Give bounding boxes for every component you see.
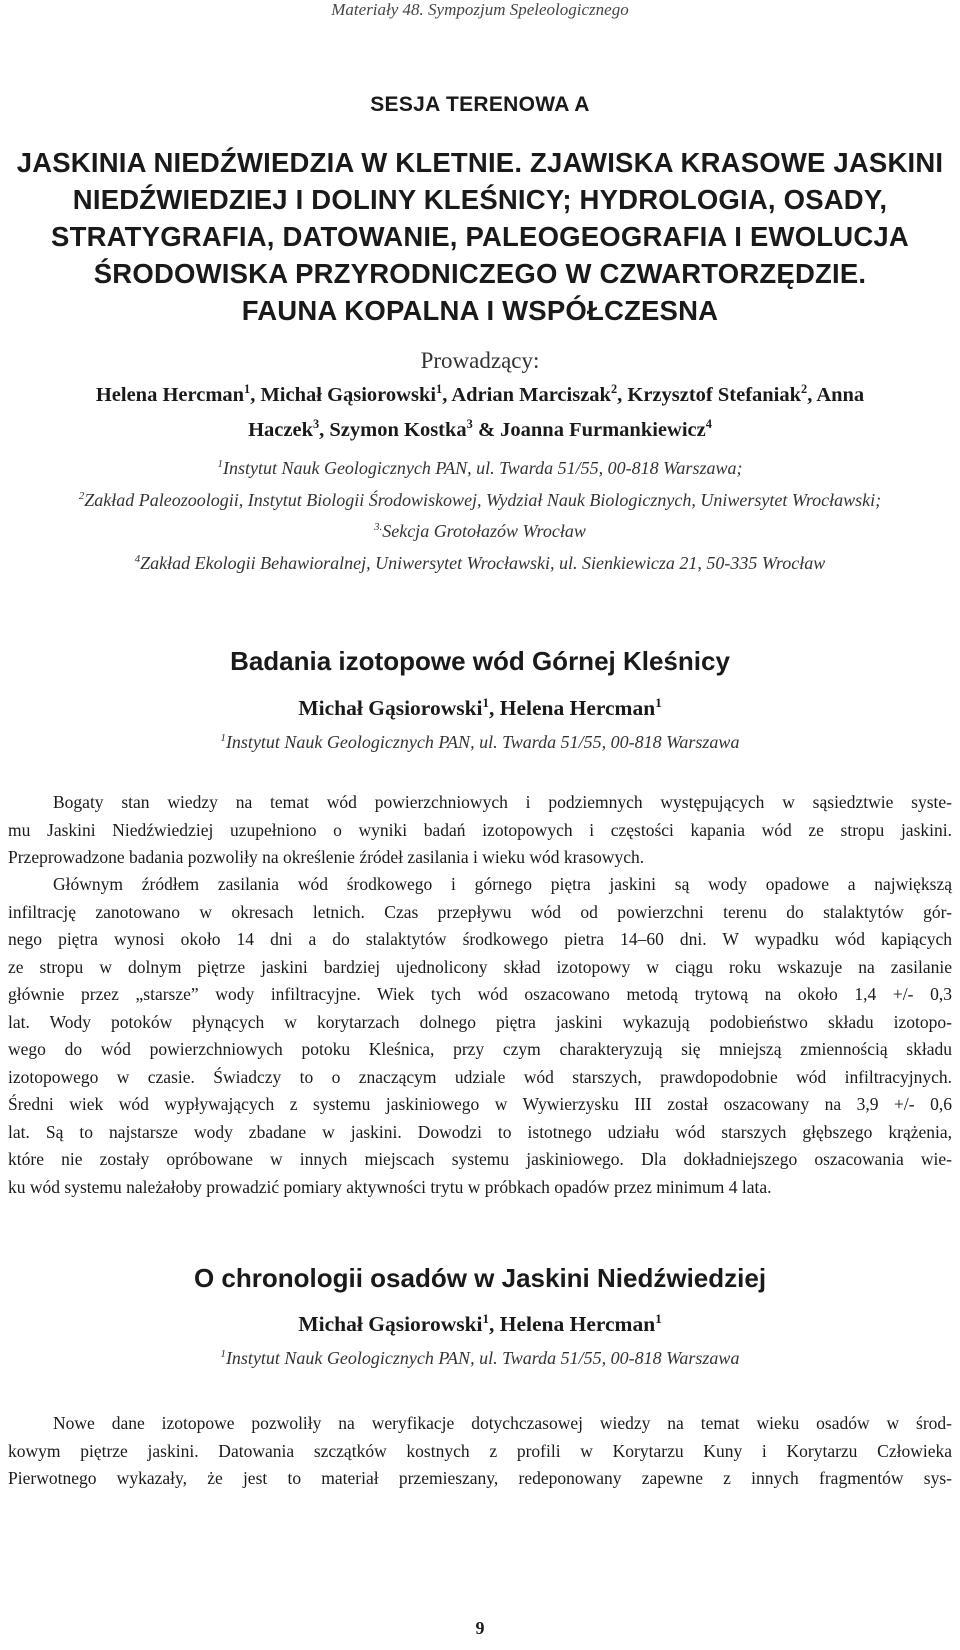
author-sup: 1 [482, 1311, 489, 1326]
author-sup: 1 [655, 1311, 662, 1326]
leader-sup: 2 [610, 382, 618, 397]
text-line: nego piętra wynosi około 14 dni a do stalaktytów środkowego pietra 14–60 dni. W wypadku wód kapiących [8, 929, 952, 949]
leader-sup: 1 [244, 382, 251, 397]
affiliation-text: Instytut Nauk Geologicznych PAN, ul. Twarda 51/55, 00-818 Warszawa [225, 732, 740, 752]
leader-name-part: Haczek [248, 419, 313, 441]
article-1-paragraph-1 [8, 789, 952, 872]
leaders-line-2: Haczek$^3$, Szymon Kostka$^3$ & Joanna Furmankiewicz$^4$ [248, 417, 712, 441]
leaders-line-1: Helena Hercman$^1$, Michał Gąsiorowski$^1$, Adrian Marciszak$^2$, Krzysztof Stefaniak$^2$, Anna [95, 382, 865, 406]
affiliation-4 [0, 552, 960, 574]
affiliation-sup: 1 [217, 458, 223, 470]
leader-sup: 4 [705, 417, 712, 432]
text-line: izotopowego w czasie. Świadczy to o znaczącym udziale wód starszych, prawdopodobnie wód infiltracyjnych. [8, 1066, 952, 1087]
leaders-label: Prowadzący: [420, 348, 540, 373]
leader-name: Szymon Kostka [329, 419, 467, 441]
leaders-list [0, 378, 960, 448]
session-heading: SESJA TERENOWA A [370, 93, 590, 116]
text-line: Nowe dane izotopowe pozwoliły na weryfikacje dotychczasowej wiedzy na temat wieku osadów w środ- [53, 1413, 952, 1433]
text-line: głównie przez „starsze” wody infiltracyjne. Wiek tych wód oszacowano metodą trytową na około 1,4 +/- 0,3 [8, 984, 952, 1004]
leader-name: Joanna Furmankiewicz [500, 419, 706, 441]
text-line: Bogaty stan wiedzy na temat wód powierzchniowych i podziemnych występujących w sąsiedztwie syste- [53, 792, 952, 812]
text-line: kowym piętrze jaskini. Datowania szczątków kostnych z profili w Korytarzu Kuny i Korytarzu Człowieka [8, 1440, 952, 1461]
leader-sup: 3 [313, 417, 320, 432]
leader-name: Helena Hercman [95, 384, 245, 406]
article-title: O chronologii osadów w Jaskini Niedźwiedziej [193, 1263, 767, 1293]
text-line: Średni wiek wód wypływających z systemu jaskiniowego w Wywierzysku III został oszacowany na 3,9 +/- 0,6 [8, 1094, 952, 1114]
main-title [0, 144, 960, 329]
article-authors: Michał Gąsiorowski$^1$, Helena Hercman$^1$ [298, 695, 662, 720]
main-title-line: NIEDŹWIEDZIEJ I DOLINY KLEŚNICY; HYDROLOGIA, OSADY, [72, 184, 888, 215]
affiliation-sup: 2 [78, 490, 85, 502]
affiliation-text: Sekcja Grotołazów Wrocław [382, 521, 586, 541]
affiliation-2 [0, 489, 960, 511]
affiliation-text: Zakład Paleozoologii, Instytut Biologii Środowiskowej, Wydział Nauk Biologicznych, Uniwersytet Wrocławski; [84, 490, 882, 510]
author-name: Helena Hercman [499, 696, 656, 720]
text-line: które nie zostały opróbowane w innych miejscach systemu jaskiniowego. Dla dokładniejszego oszacowania wie- [8, 1149, 952, 1169]
leader-name-part: Anna [816, 384, 865, 406]
leader-name: Michał Gąsiorowski [260, 384, 437, 406]
affiliation-sup: 1 [220, 1348, 226, 1360]
text-line: infiltrację zanotowano w okresach letnich. Czas przepływu wód od powierzchni terenu do stalaktytów gór- [8, 901, 952, 922]
text-line: ku wód systemu należałoby prowadzić pomiary aktywności trytu w próbkach opadów przez minimum 4 lata. [8, 1176, 772, 1197]
text-line: Głównym źródłem zasilania wód środkowego i górnego piętra jaskini są wody opadowe a największą [53, 874, 952, 894]
text-line: mu Jaskini Niedźwiedziej uzupełniono o wyniki badań izotopowych i częstości kapania wód ze stropu jaskini. [8, 819, 952, 840]
main-title-line: ŚRODOWISKA PRZYRODNICZEGO W CZWARTORZĘDZIE. [93, 258, 867, 289]
leader-name: Adrian Marciszak [451, 384, 611, 406]
text-line: wego do wód powierzchniowych potoku Kleśnica, przy czym charakteryzują się mniejszą zmiennością składu [8, 1039, 952, 1059]
author-name: Michał Gąsiorowski [298, 696, 483, 720]
affiliation-3 [0, 520, 960, 542]
author-name: Michał Gąsiorowski [298, 1312, 483, 1336]
author-sup: 1 [482, 695, 489, 710]
text-line: Przeprowadzone badania pozwoliły na określenie źródeł zasilania i wieku wód krasowych. [8, 847, 645, 867]
affiliation-sup: 4 [134, 553, 141, 565]
text-line: lat. Są to najstarsze wody zbadane w jaskini. Dowodzi to istotnego udziału wód starszych głębszego krążenia, [8, 1121, 952, 1142]
main-title-line: FAUNA KOPALNA I WSPÓŁCZESNA [241, 295, 719, 326]
article-title: Badania izotopowe wód Górnej Kleśnicy [230, 646, 730, 676]
article-1-paragraph-2 [8, 871, 952, 1201]
affiliation-sup: 1 [220, 732, 226, 744]
leader-name: Krzysztof Stefaniak [627, 384, 802, 406]
text-line: lat. Wody potoków płynących w korytarzach dolnego piętra jaskini wykazują podobieństwo składu izotopo- [8, 1011, 952, 1032]
running-header: Materiały 48. Sympozjum Speleologicznego [331, 0, 629, 19]
article-authors: Michał Gąsiorowski$^1$, Helena Hercman$^1$ [298, 1311, 662, 1336]
text-line: ze stropu w dolnym piętrze jaskini bardziej ujednolicony skład izotopowy w ciągu roku wskazuje na zasilanie [8, 956, 952, 977]
leader-sup: 1 [436, 382, 443, 397]
affiliation-text: Zakład Ekologii Behawioralnej, Uniwersytet Wrocławski, ul. Sienkiewicza 21, 50-335 Wrocław [140, 553, 826, 573]
article-2-paragraph-1 [8, 1410, 952, 1493]
page-number: 9 [475, 1618, 485, 1638]
main-title-line: JASKINIA NIEDŹWIEDZIA W KLETNIE. ZJAWISKA KRASOWE JASKINI [16, 147, 944, 178]
author-name: Helena Hercman [499, 1312, 656, 1336]
main-title-line: STRATYGRAFIA, DATOWANIE, PALEOGEOGRAFIA I EWOLUCJA [51, 221, 909, 252]
article-affiliation [0, 731, 960, 753]
affiliation-1 [0, 457, 960, 479]
article-affiliation [0, 1347, 960, 1369]
author-sup: 1 [655, 695, 662, 710]
affiliation-text: Instytut Nauk Geologicznych PAN, ul. Twarda 51/55, 00-818 Warszawa; [222, 458, 743, 478]
affiliation-sup: 3. [374, 521, 383, 533]
leader-sup: 2 [801, 382, 808, 397]
affiliation-text: Instytut Nauk Geologicznych PAN, ul. Twarda 51/55, 00-818 Warszawa [225, 1348, 740, 1368]
text-line: Pierwotnego wykazały, że jest to materiał przemieszany, redeponowany zapewne z innych fragmentów sys- [8, 1468, 952, 1488]
leader-sup: 3 [466, 417, 473, 432]
